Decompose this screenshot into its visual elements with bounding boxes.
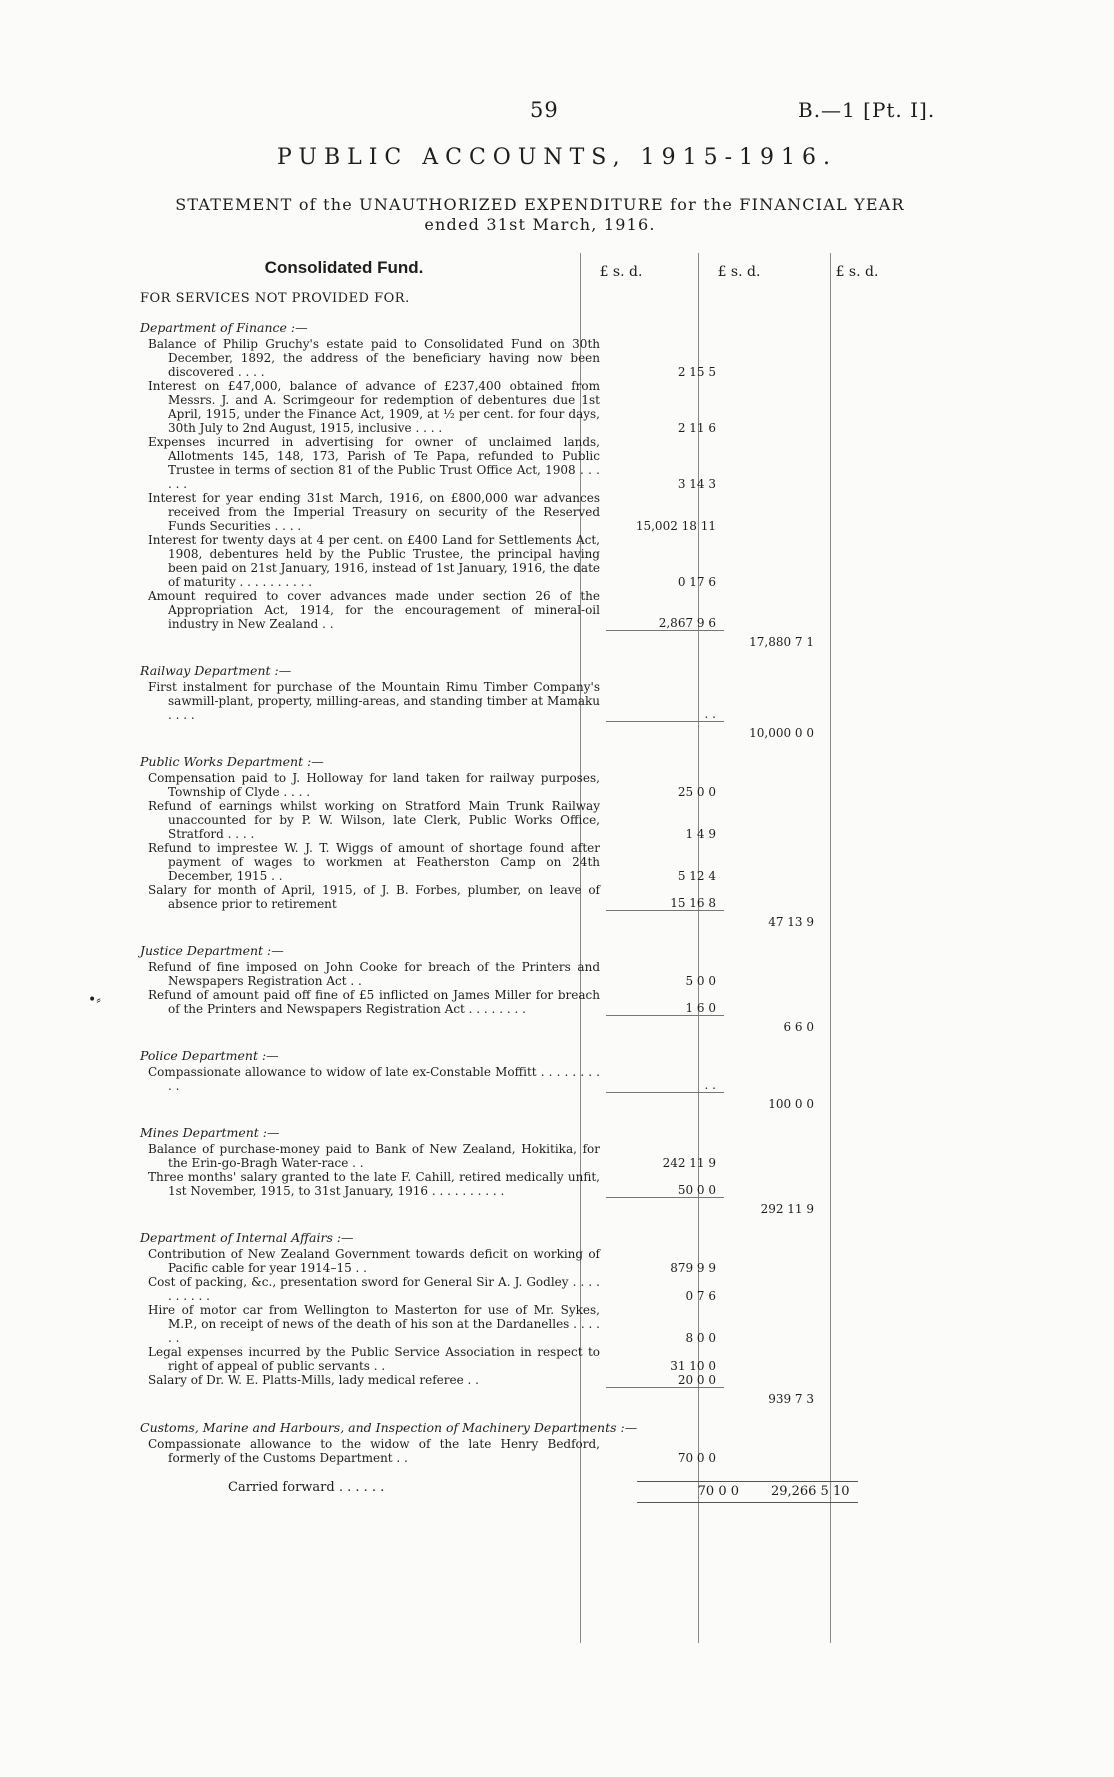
- empty-cell: [128, 1093, 586, 1111]
- item-amount: 25 0 0: [677, 785, 716, 799]
- expenditure-description: Three months' salary granted to the late F. Cahill, retired medically unfit, 1st November, 1915, to 31st January, 1916 . . . . . . . . . .: [148, 1170, 600, 1198]
- carried-forward-col2: 29,266 5 10: [747, 1481, 858, 1503]
- expenditure-description: Compassionate allowance to the widow of the late Henry Bedford, formerly of the Customs Department . .: [148, 1437, 600, 1465]
- col3-heading: £ s. d.: [835, 264, 879, 280]
- expenditure-row: [128, 883, 968, 911]
- expenditure-row: [128, 435, 968, 491]
- expenditure-row: [128, 960, 968, 988]
- item-amount: 50 0 0: [606, 1183, 724, 1198]
- expenditure-row: [128, 1170, 968, 1198]
- empty-cell: [128, 631, 586, 649]
- item-amount: 70 0 0: [677, 1451, 716, 1465]
- expenditure-row: [128, 680, 968, 722]
- expenditure-description: Refund of fine imposed on John Cooke for breach of the Printers and Newspapers Registration Act . .: [148, 960, 600, 988]
- department-total: 10,000 0 0: [749, 726, 814, 740]
- department-total: 100 0 0: [768, 1097, 814, 1111]
- item-amount: 15,002 18 11: [635, 519, 716, 533]
- expenditure-description: Refund of amount paid off fine of £5 inflicted on James Miller for breach of the Printers and Newspapers Registration Act . . . . . . . .: [148, 988, 600, 1016]
- department-total: 17,880 7 1: [749, 635, 814, 649]
- department-heading: Justice Department :—: [140, 943, 284, 958]
- expenditure-description: Refund to imprestee W. J. T. Wiggs of amount of shortage found after payment of wages to workmen at Featherston Camp on 24th December, 1915 . .: [148, 841, 600, 883]
- expenditure-row: [128, 1247, 968, 1275]
- expenditure-description: Interest for twenty days at 4 per cent. on £400 Land for Settlements Act, 1908, debentures held by the Public Trustee, the principal having been paid on 21st January, 1916, instead of 1st January, 1916, the date of maturity . . . . . . . . . .: [148, 533, 600, 589]
- department-total-row: [128, 1093, 968, 1111]
- expenditure-description: Expenses incurred in advertising for owner of unclaimed lands, Allotments 145, 148, 173, Parish of Te Papa, refunded to Public Trustee in terms of section 81 of the Public Trust Office Act, 1908 . . . . . .: [148, 435, 600, 491]
- department-heading: Mines Department :—: [140, 1125, 280, 1140]
- expenditure-row: [128, 1142, 968, 1170]
- expenditure-description: Contribution of New Zealand Government towards deficit on working of Pacific cable for year 1914–15 . .: [148, 1247, 600, 1275]
- department-total-row: [128, 1388, 968, 1406]
- item-amount: 8 0 0: [685, 1331, 716, 1345]
- department-total: 6 6 0: [783, 1020, 814, 1034]
- department-total-row: [128, 1016, 968, 1034]
- expenditure-description: Hire of motor car from Wellington to Masterton for use of Mr. Sykes, M.P., on receipt of news of the death of his son at the Dardanelles . . . . . .: [148, 1303, 600, 1345]
- expenditure-row: [128, 771, 968, 799]
- item-amount: . .: [606, 707, 724, 722]
- statement-line-2: ended 31st March, 1916.: [424, 215, 656, 234]
- expenditure-description: Salary for month of April, 1915, of J. B. Forbes, plumber, on leave of absence prior to retirement: [148, 883, 600, 911]
- department-heading: Department of Internal Affairs :—: [140, 1230, 354, 1245]
- department-total: 292 11 9: [760, 1202, 814, 1216]
- item-amount: 2 15 5: [677, 365, 716, 379]
- item-amount: 5 0 0: [685, 974, 716, 988]
- item-amount: 20 0 0: [606, 1373, 724, 1388]
- empty-cell: [128, 1388, 586, 1406]
- department-heading: Department of Finance :—: [140, 320, 308, 335]
- expenditure-description: Interest on £47,000, balance of advance of £237,400 obtained from Messrs. J. and A. Scrimgeour for redemption of debentures due 1st April, 1915, under the Finance Act, 1909, at ½ per cent. for four days, 30th July to 2nd August, 1915, inclusive . . . .: [148, 379, 600, 435]
- expenditure-description: Legal expenses incurred by the Public Service Association in respect to right of appeal of public servants . .: [148, 1345, 600, 1373]
- expenditure-description: First instalment for purchase of the Mountain Rimu Timber Company's sawmill-plant, property, milling-areas, and standing timber at Mamaku . . . .: [148, 680, 600, 722]
- fund-heading: Consolidated Fund.: [264, 258, 424, 277]
- carried-forward-label: Carried forward . . . . . .: [228, 1480, 385, 1495]
- item-amount: 0 7 6: [685, 1289, 716, 1303]
- expenditure-row: [128, 1373, 968, 1388]
- expenditure-description: Cost of packing, &c., presentation sword for General Sir A. J. Godley . . . . . . . . . .: [148, 1275, 600, 1303]
- expenditure-description: Interest for year ending 31st March, 1916, on £800,000 war advances received from the Imperial Treasury on security of the Reserved Funds Securities . . . .: [148, 491, 600, 533]
- department-heading: Police Department :—: [140, 1048, 279, 1063]
- item-amount: 31 10 0: [670, 1359, 716, 1373]
- item-amount: 15 16 8: [606, 896, 724, 911]
- departments-list: [128, 320, 968, 1465]
- expenditure-row: [128, 988, 968, 1016]
- department-total-row: [128, 722, 968, 740]
- department-heading: Public Works Department :—: [140, 754, 324, 769]
- page-number: 59: [530, 98, 559, 122]
- expenditure-row: [128, 589, 968, 631]
- table-header-row: [128, 253, 968, 279]
- section-subheading: FOR SERVICES NOT PROVIDED FOR.: [140, 291, 410, 306]
- statement-title: [120, 195, 960, 235]
- expenditure-description: Balance of purchase-money paid to Bank of New Zealand, Hokitika, for the Erin-go-Bragh Water-race . .: [148, 1142, 600, 1170]
- department-total-row: [128, 911, 968, 929]
- empty-cell: [128, 911, 586, 929]
- carried-forward-row: [128, 1481, 968, 1503]
- expenditure-row: [128, 1345, 968, 1373]
- expenditure-row: [128, 337, 968, 379]
- col2-heading: £ s. d.: [717, 264, 761, 280]
- department-total: 47 13 9: [768, 915, 814, 929]
- expenditure-row: [128, 1437, 968, 1465]
- expenditure-row: [128, 841, 968, 883]
- expenditure-description: Balance of Philip Gruchy's estate paid to Consolidated Fund on 30th December, 1892, the address of the beneficiary having now been discovered . . . .: [148, 337, 600, 379]
- item-amount: 242 11 9: [662, 1156, 716, 1170]
- col1-heading: £ s. d.: [599, 264, 643, 280]
- page-title: PUBLIC ACCOUNTS, 1915-1916.: [277, 145, 837, 170]
- carried-forward-col1: 70 0 0: [637, 1481, 748, 1503]
- empty-cell: [128, 1198, 586, 1216]
- expenditure-description: Amount required to cover advances made under section 26 of the Appropriation Act, 1914, for the encouragement of mineral-oil industry in New Zealand . .: [148, 589, 600, 631]
- expenditure-row: [128, 491, 968, 533]
- item-amount: 3 14 3: [677, 477, 716, 491]
- item-amount: . .: [606, 1078, 724, 1093]
- expenditure-row: [128, 1275, 968, 1303]
- fund-heading-cell: [128, 253, 566, 279]
- expenditure-row: [128, 379, 968, 435]
- empty-cell: [128, 1016, 586, 1034]
- document-reference: B.—1 [Pt. I].: [798, 98, 936, 122]
- expenditure-description: Salary of Dr. W. E. Platts-Mills, lady medical referee . .: [148, 1373, 479, 1387]
- department-total: 939 7 3: [768, 1392, 814, 1406]
- item-amount: 2,867 9 6: [606, 616, 724, 631]
- item-amount: 879 9 9: [670, 1261, 716, 1275]
- expenditure-row: [128, 1303, 968, 1345]
- ledger-table: [128, 253, 968, 1503]
- margin-mark: •⸗: [88, 992, 101, 1008]
- department-heading: Customs, Marine and Harbours, and Inspection of Machinery Departments :—: [140, 1420, 638, 1435]
- expenditure-row: [128, 1065, 968, 1093]
- expenditure-description: Compensation paid to J. Holloway for land taken for railway purposes, Township of Clyde . . . .: [148, 771, 600, 799]
- item-amount: 2 11 6: [677, 421, 716, 435]
- item-amount: 1 4 9: [685, 827, 716, 841]
- department-total-row: [128, 631, 968, 649]
- expenditure-description: Compassionate allowance to widow of late ex-Constable Moffitt . . . . . . . . . .: [148, 1065, 600, 1093]
- statement-line-1: STATEMENT of the UNAUTHORIZED EXPENDITURE for the FINANCIAL YEAR: [175, 195, 905, 214]
- expenditure-row: [128, 533, 968, 589]
- item-amount: 1 6 0: [606, 1001, 724, 1016]
- expenditure-description: Refund of earnings whilst working on Stratford Main Trunk Railway unaccounted for by P. W. Wilson, late Clerk, Public Works Office, Stratford . . . .: [148, 799, 600, 841]
- expenditure-row: [128, 799, 968, 841]
- item-amount: 0 17 6: [677, 575, 716, 589]
- empty-cell: [128, 722, 586, 740]
- item-amount: 5 12 4: [677, 869, 716, 883]
- department-heading: Railway Department :—: [140, 663, 292, 678]
- department-total-row: [128, 1198, 968, 1216]
